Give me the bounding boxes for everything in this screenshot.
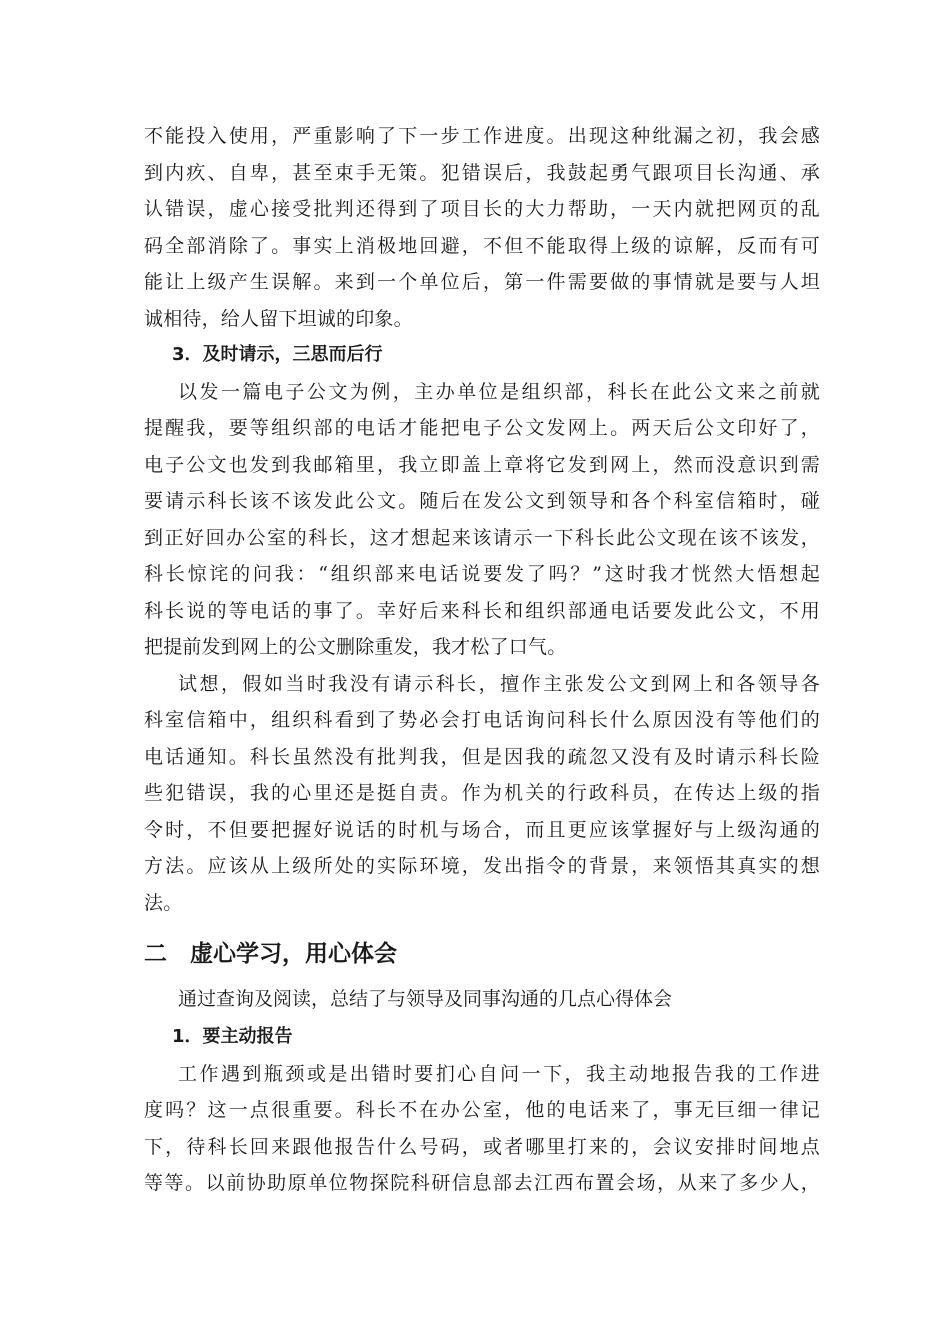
text-line: 到正好回办公室的科长，这才想起来该请示一下科长此公文现在该不该发， <box>144 526 820 549</box>
text-line: 工作遇到瓶颈或是出错时要扪心自问一下，我主动地报告我的工作进 <box>178 1062 820 1085</box>
document-page <box>144 118 820 1202</box>
text-line: 码全部消除了。事实上消极地回避，不但不能取得上级的谅解，反而有可 <box>144 234 820 257</box>
section-number: 二 <box>144 941 167 967</box>
text-line: 要请示科长该不该发此公文。随后在发公文到领导和各个科室信箱时，碰 <box>144 490 820 512</box>
paragraph-1 <box>144 118 820 337</box>
subheading-3: 3．及时请示，三思而后行 <box>172 344 383 365</box>
section-title: 虚心学习，用心体会 <box>190 941 397 967</box>
section-heading-2 <box>144 929 820 979</box>
intro-line: 通过查询及阅读，总结了与领导及同事沟通的几点心得体会 <box>178 988 673 1010</box>
text-line: 些犯错误，我的心里还是挺自责。作为机关的行政科员，在传达上级的指 <box>144 782 820 804</box>
text-line: 到内疚、自卑，甚至束手无策。犯错误后，我鼓起勇气跟项目长沟通、承 <box>144 161 820 184</box>
text-line: 电话通知。科长虽然没有批判我，但是因我的疏忽又没有及时请示科长险 <box>144 745 820 768</box>
text-line: 科室信箱中，组织科看到了势必会打电话询问科长什么原因没有等他们的 <box>144 709 820 731</box>
text-line: 令时，不但要把握好说话的时机与场合，而且更应该掌握好与上级沟通的 <box>144 818 820 841</box>
text-line: 提醒我，要等组织部的电话才能把电子公文发网上。两天后公文印好了， <box>144 417 820 439</box>
paragraph-2 <box>144 374 820 666</box>
text-line: 认错误，虚心接受批判还得到了项目长的大力帮助，一天内就把网页的乱 <box>144 198 820 220</box>
text-line: 电子公文也发到我邮箱里，我立即盖上章将它发到网上，然而没意识到需 <box>144 453 820 476</box>
text-line: 度吗？这一点很重要。科长不在办公室，他的电话来了，事无巨细一律记 <box>144 1099 820 1121</box>
text-line: 科长说的等电话的事了。幸好后来科长和组织部通电话要发此公文，不用 <box>144 599 820 622</box>
text-line: 等等。以前协助原单位物探院科研信息部去江西布置会场，从来了多少人， <box>144 1172 820 1194</box>
text-line: 能让上级产生误解。来到一个单位后，第一件需要做的事情就是要与人坦 <box>144 271 820 293</box>
text-line: 科长惊诧的问我：“组织部来电话说要发了吗？”这时我才恍然大悟想起 <box>144 563 820 585</box>
paragraph-3 <box>144 666 820 922</box>
text-line: 诚相待，给人留下坦诚的印象。 <box>144 307 413 330</box>
text-line: 下，待科长回来跟他报告什么号码，或者哪里打来的，会议安排时间地点 <box>144 1135 820 1158</box>
text-line: 以发一篇电子公文为例，主办单位是组织部，科长在此公文来之前就 <box>178 380 820 403</box>
text-line: 方法。应该从上级所处的实际环境，发出指令的背景，来领悟其真实的想 <box>144 855 820 877</box>
subheading-1: 1．要主动报告 <box>172 1026 293 1047</box>
text-line: 试想，假如当时我没有请示科长，擅作主张发公文到网上和各领导各 <box>178 672 820 695</box>
text-line: 把提前发到网上的公文删除重发，我才松了口气。 <box>144 636 567 658</box>
text-line: 不能投入使用，严重影响了下一步工作进度。出现这种纰漏之初，我会感 <box>144 125 820 147</box>
paragraph-4 <box>144 1056 820 1202</box>
text-line: 法。 <box>144 891 183 914</box>
